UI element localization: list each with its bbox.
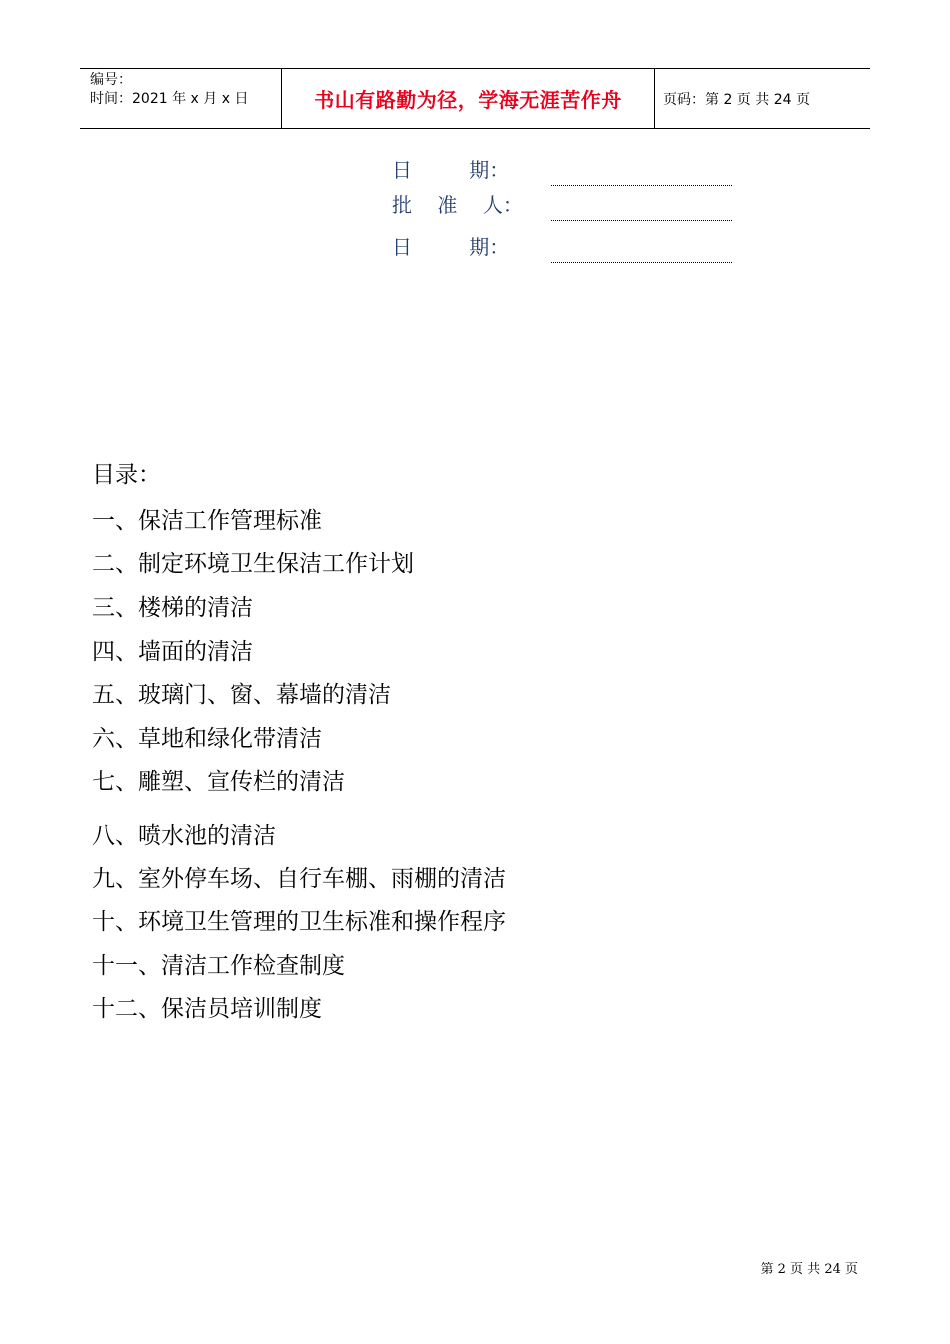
page-footer: 第 2 页 共 24 页 bbox=[760, 1262, 858, 1277]
toc-item: 九、室外停车场、自行车棚、雨棚的清洁 bbox=[92, 866, 506, 892]
toc-item: 十二、保洁员培训制度 bbox=[92, 996, 322, 1022]
sign-approver-line bbox=[551, 220, 732, 221]
header-time-label: 时间：2021 年 x 月 x 日 bbox=[90, 91, 249, 107]
toc-item: 八、喷水池的清洁 bbox=[92, 823, 276, 849]
header-meta bbox=[80, 69, 281, 128]
toc-item: 五、玻璃门、窗、幕墙的清洁 bbox=[92, 682, 391, 708]
toc-item: 一、保洁工作管理标准 bbox=[92, 508, 322, 534]
toc-item: 四、墙面的清洁 bbox=[92, 639, 253, 665]
sign-approver-row bbox=[392, 189, 732, 221]
toc-title: 目录： bbox=[92, 462, 161, 488]
sign-date-row-1 bbox=[392, 154, 732, 186]
sign-date-line-2 bbox=[551, 262, 732, 263]
sign-date-label-2: 日 期： bbox=[392, 235, 510, 259]
toc-item: 六、草地和绿化带清洁 bbox=[92, 726, 322, 752]
toc-item: 十、环境卫生管理的卫生标准和操作程序 bbox=[92, 909, 506, 935]
header-number-label: 编号： bbox=[90, 72, 132, 88]
toc-item: 七、雕塑、宣传栏的清洁 bbox=[92, 769, 345, 795]
sign-date-label-1: 日 期： bbox=[392, 158, 510, 182]
header-page-code: 页码：第 2 页 共 24 页 bbox=[663, 91, 810, 108]
sign-approver-label: 批 准 人： bbox=[392, 193, 523, 217]
toc-item: 二、制定环境卫生保洁工作计划 bbox=[92, 551, 414, 577]
sign-date-line-1 bbox=[551, 185, 732, 186]
toc-item: 十一、清洁工作检查制度 bbox=[92, 953, 345, 979]
page-header bbox=[80, 68, 870, 129]
header-motto: 书山有路勤为径，学海无涯苦作舟 bbox=[281, 69, 655, 128]
sign-date-row-2 bbox=[392, 231, 732, 263]
toc-item: 三、楼梯的清洁 bbox=[92, 595, 253, 621]
